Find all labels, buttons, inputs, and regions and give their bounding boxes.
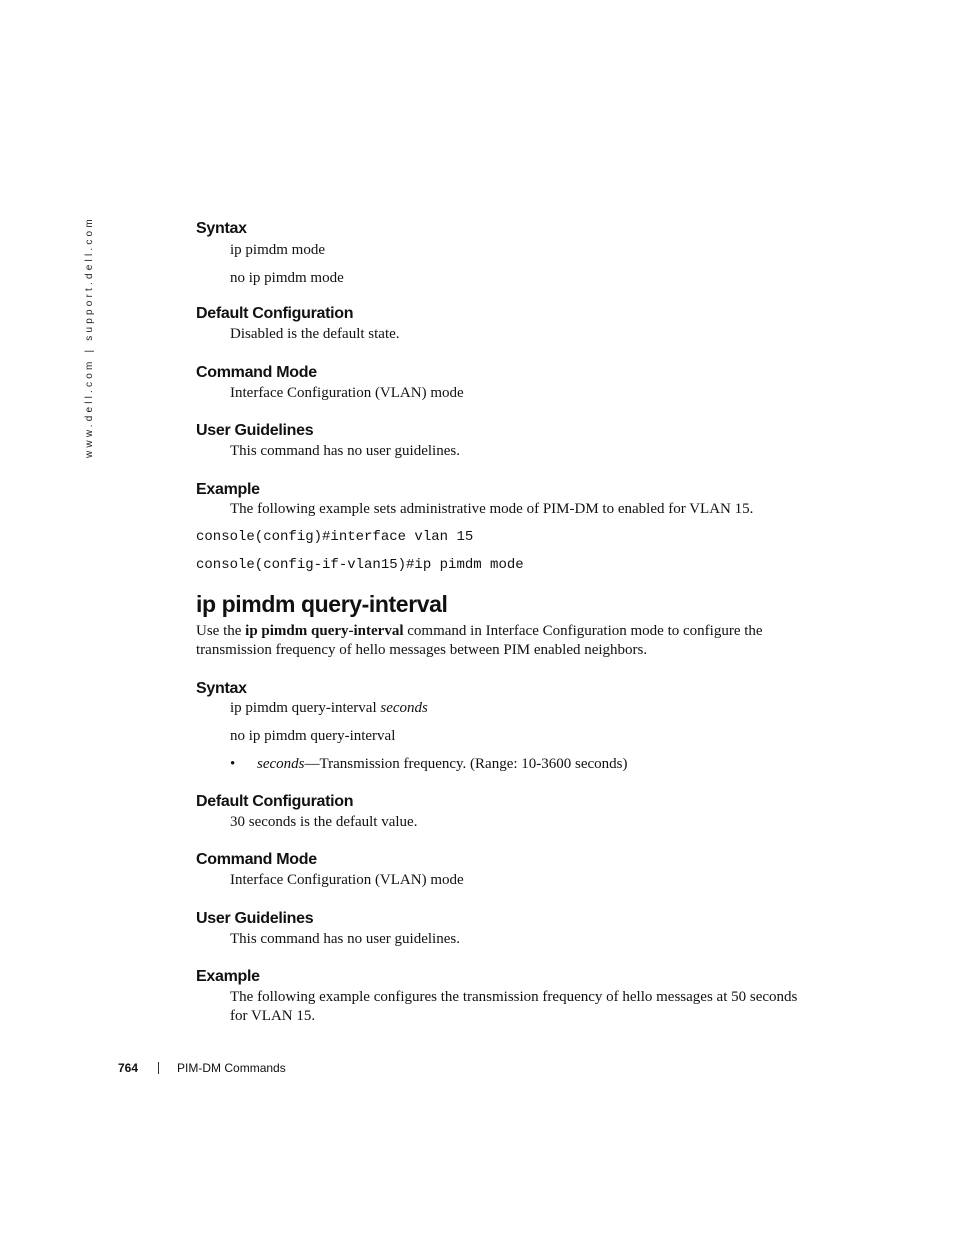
example-text: The following example sets administrative mode of PIM-DM to enabled for VLAN 15.: [230, 501, 754, 517]
user-guidelines-heading: User Guidelines: [196, 910, 314, 927]
syntax-line: [230, 699, 816, 718]
command-mode-heading: Command Mode: [196, 364, 317, 381]
example-text: The following example configures the transmission frequency of hello messages at 50 seconds for VLAN 15.: [230, 989, 798, 1024]
default-config-text: Disabled is the default state.: [230, 326, 400, 342]
user-guidelines-text: This command has no user guidelines.: [230, 931, 460, 947]
page-number: 764: [118, 1061, 139, 1075]
footer-divider: [158, 1062, 159, 1074]
user-guidelines-heading: User Guidelines: [196, 422, 314, 439]
syntax-line: no ip pimdm mode: [230, 270, 344, 286]
default-config-text: 30 seconds is the default value.: [230, 814, 418, 830]
intro-pre: Use the: [196, 623, 246, 639]
user-guidelines-text: This command has no user guidelines.: [230, 443, 460, 459]
intro-post: command in Interface Configuration mode to configure the transmission frequency of hello messages between PIM enabled neighbors.: [196, 623, 763, 658]
intro-command: ip pimdm query-interval: [245, 623, 404, 639]
default-config-heading: Default Configuration: [196, 305, 354, 322]
content: [196, 219, 816, 1026]
chapter-title: PIM-DM Commands: [177, 1061, 286, 1075]
page-footer: [118, 1061, 286, 1075]
syntax-command: ip pimdm query-interval: [230, 700, 377, 716]
bullet-text: —Transmission frequency. (Range: 10-3600 seconds): [304, 756, 628, 772]
param-bullet: [230, 755, 816, 774]
syntax-heading: Syntax: [196, 220, 247, 237]
bullet-content: [257, 755, 628, 774]
code-line: console(config-if-vlan15)#ip pimdm mode: [196, 557, 524, 573]
example-heading: Example: [196, 968, 260, 985]
command-mode-text: Interface Configuration (VLAN) mode: [230, 872, 464, 888]
syntax-line: ip pimdm mode: [230, 242, 325, 258]
default-config-heading: Default Configuration: [196, 793, 354, 810]
syntax-heading: Syntax: [196, 680, 247, 697]
code-line: console(config)#interface vlan 15: [196, 529, 474, 545]
side-url: www.dell.com | support.dell.com: [84, 216, 95, 458]
bullet-param: seconds: [257, 756, 305, 772]
example-heading: Example: [196, 481, 260, 498]
command-title: ip pimdm query-interval: [196, 591, 448, 617]
command-mode-text: Interface Configuration (VLAN) mode: [230, 385, 464, 401]
bullet-dot: •: [230, 756, 236, 772]
command-mode-heading: Command Mode: [196, 851, 317, 868]
syntax-line: no ip pimdm query-interval: [230, 728, 396, 744]
intro-paragraph: [196, 622, 816, 660]
syntax-param: seconds: [380, 700, 428, 716]
